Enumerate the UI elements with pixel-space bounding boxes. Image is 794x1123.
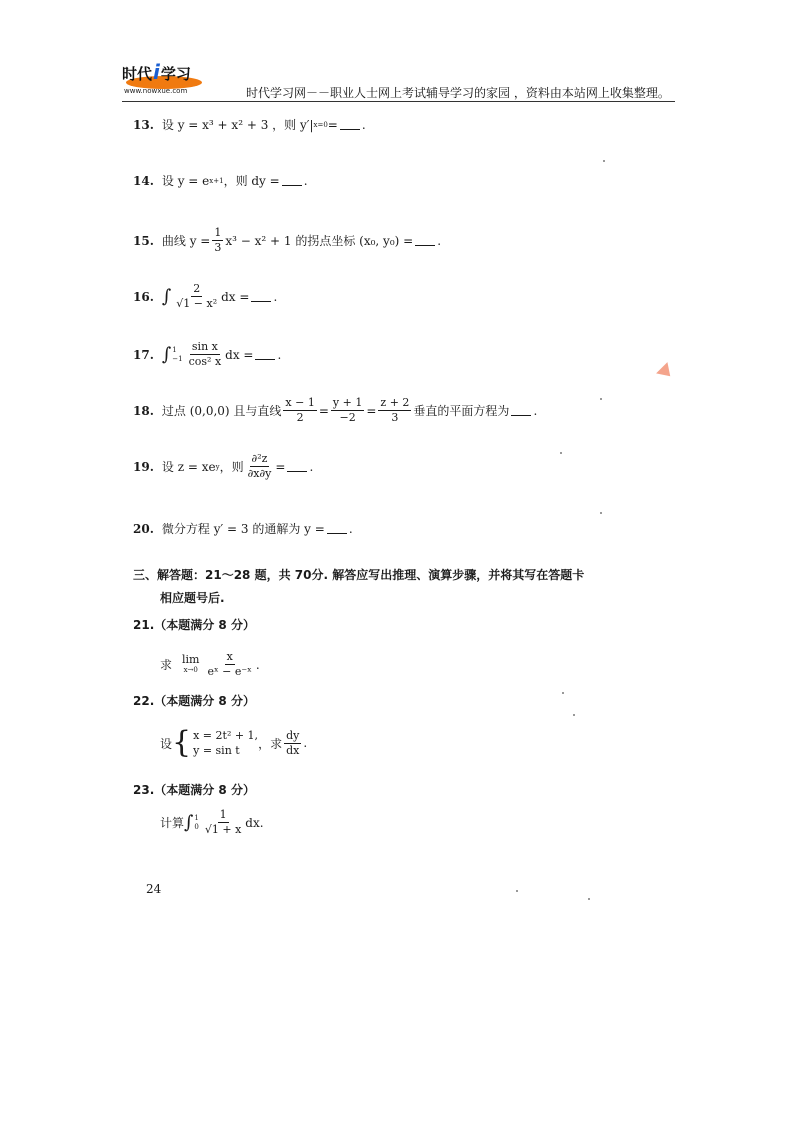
scan-speck (600, 512, 602, 514)
scan-speck (600, 398, 602, 400)
fraction-denominator: √1 − x² (176, 297, 218, 310)
problem-23-heading: 23.（本题满分 8 分） (133, 783, 255, 797)
problem-text: 设 (160, 736, 173, 751)
problem-text: 求 (160, 658, 173, 672)
problem-text: 计算 (160, 816, 185, 830)
question-17: 17. ∫ 1 −1 $\frac{\text{sin x}}{\text{cos² x}}$ dx = . (133, 340, 282, 368)
answer-blank (251, 291, 271, 302)
scan-speck (588, 898, 590, 900)
integral-sign: ∫ (161, 344, 172, 365)
logo-i: i (153, 60, 160, 84)
question-tail: 垂直的平面方程为 (413, 404, 510, 418)
fraction (203, 808, 243, 837)
logo-url: www.nowxue.com (124, 87, 188, 95)
question-number: 13. (133, 117, 154, 132)
logo-text (122, 60, 191, 84)
question-tail: dx = (221, 289, 250, 304)
fraction (212, 226, 223, 255)
question-13: 13. 设 y = x³ + x² + 3 ，则 y′| x=0 = . (133, 117, 366, 132)
equation-1: x = 2t² + 1, (193, 729, 259, 742)
question-superscript: y (215, 462, 220, 471)
question-text: 设 z = xe (161, 460, 216, 474)
problem-21-heading: 21.（本题满分 8 分） (133, 618, 255, 632)
answer-blank (255, 349, 275, 360)
site-logo (122, 60, 204, 96)
question-number: 17. (133, 347, 154, 362)
fraction (246, 452, 274, 481)
question-number: 18. (133, 403, 154, 418)
fraction-numerator: 1 (214, 226, 222, 239)
question-number: 16. (133, 289, 154, 304)
question-19: 19. 设 z = xe y ，则 $\frac{\text{∂²z}}{\partial x\partial y}$ = . (133, 452, 314, 480)
question-mid: ，则 (219, 460, 244, 474)
fraction-numerator: y + 1 (332, 396, 363, 409)
fraction-denominator: dx (286, 743, 300, 757)
question-20: 20. 微分方程 y′ = 3 的通解为 y = . (133, 521, 353, 536)
limit-subscript: x→0 (183, 665, 198, 674)
section-heading-cont: 相应题号后. (160, 591, 225, 605)
fraction (174, 282, 219, 311)
scan-speck (516, 890, 518, 892)
problem-mid: ，求 (258, 736, 283, 751)
fraction (205, 650, 253, 679)
fraction-denominator: 3 (214, 241, 222, 254)
problem-22-body (160, 725, 308, 760)
equation-2: y = sin t (193, 744, 240, 757)
system-brace: { (172, 725, 192, 760)
question-tail: = (327, 117, 338, 132)
question-text: 设 y = x³ + x² + 3 ，则 y′| (161, 118, 314, 132)
upper-limit: 1 (194, 813, 199, 822)
problem-22-heading: 22.（本题满分 8 分） (133, 694, 255, 708)
fraction-denominator: √1 + x (204, 823, 242, 836)
question-number: 20. (133, 521, 154, 536)
fraction-denominator: −2 (339, 411, 356, 424)
page-number: 24 (146, 882, 162, 896)
question-text: 微分方程 y′ = 3 的通解为 y = (161, 522, 325, 536)
answer-blank (287, 461, 307, 472)
integral-limits (172, 346, 182, 364)
upper-limit: 1 (172, 345, 177, 354)
fraction-numerator: dy (286, 728, 300, 742)
scan-speck (573, 714, 575, 716)
fraction (187, 340, 224, 369)
limit-word: lim (182, 652, 200, 666)
fraction-denominator: cos² x (188, 355, 222, 368)
problem-tail: . (303, 736, 308, 750)
problem-23-body (160, 808, 264, 837)
logo-rest: 学习 (160, 65, 191, 83)
fraction-numerator: 2 (193, 282, 201, 295)
fraction-denominator: 2 (296, 411, 304, 424)
fraction (378, 396, 411, 425)
question-text: 曲线 y = (161, 234, 211, 248)
scan-speck (560, 452, 562, 454)
answer-blank (282, 175, 302, 186)
question-number: 15. (133, 233, 154, 248)
lower-limit: 0 (194, 822, 199, 831)
question-15: 15. 曲线 y = $\frac{1}{3}$ x³ − x² + 1 的拐点坐标 (x₀, y₀) = . (133, 226, 442, 254)
question-text: 过点 (0,0,0) 且与直线 (161, 404, 282, 418)
question-subscript: x=0 (313, 120, 328, 129)
equation-system (193, 728, 258, 758)
integral-limits (194, 814, 198, 832)
lower-limit: −1 (172, 354, 183, 363)
integral-sign: ∫ (161, 286, 172, 307)
fraction-denominator: eˣ − e⁻ˣ (207, 665, 252, 678)
fraction-numerator: x (226, 650, 233, 663)
question-number: 14. (133, 173, 154, 188)
question-tail: x³ − x² + 1 的拐点坐标 (x₀, y₀) = (225, 234, 414, 248)
question-tail: ，则 dy = (223, 174, 280, 188)
fraction-numerator: ∂²z (251, 452, 268, 465)
problem-tail: dx. (245, 815, 264, 830)
question-18: 18. 过点 (0,0,0) 且与直线 $\frac{x - 1}{2}$ = $\frac{y + 1}{-2}$ = $\frac{z + 2}{3}$ 垂直的平面方程为 . (133, 396, 538, 424)
fraction-denominator: 3 (391, 411, 399, 424)
question-14: 14. 设 y = e x+1 ，则 dy = . (133, 173, 308, 188)
fraction-numerator: sin x (191, 340, 218, 353)
fraction (284, 729, 301, 758)
question-tail: = (275, 459, 286, 474)
question-text: 设 y = e (161, 174, 210, 188)
fraction-denominator: ∂x∂y (247, 467, 272, 480)
scan-speck (562, 692, 564, 694)
problem-21-body (160, 650, 260, 679)
section-heading: 三、解答题：21～28 题，共 70分. 解答应写出推理、演算步骤，并将其写在答题卡 (133, 568, 585, 582)
question-number: 19. (133, 459, 154, 474)
header-tagline: 时代学习网－－职业人士网上考试辅导学习的家园 ，资料由本站网上收集整理。 (246, 86, 670, 100)
fraction-numerator: x − 1 (285, 396, 315, 409)
logo-main: 时代 (122, 65, 153, 83)
fraction-numerator: 1 (219, 808, 227, 821)
answer-blank (340, 119, 360, 130)
fraction-numerator: z + 2 (380, 396, 410, 409)
answer-blank (511, 405, 531, 416)
integral-sign: ∫ (184, 812, 194, 833)
answer-blank (415, 235, 435, 246)
answer-blank (327, 523, 347, 534)
corner-mark (656, 362, 676, 382)
problem-tail: . (255, 657, 260, 672)
question-superscript: x+1 (209, 176, 224, 185)
scan-speck (603, 160, 605, 162)
limit (182, 654, 199, 676)
header-rule (122, 101, 675, 102)
fraction (331, 396, 364, 425)
fraction (283, 396, 316, 425)
question-tail: dx = (225, 347, 254, 362)
question-16: 16. ∫ $\frac{2}{\text{√1 − x²}}$ dx = . (133, 282, 278, 310)
